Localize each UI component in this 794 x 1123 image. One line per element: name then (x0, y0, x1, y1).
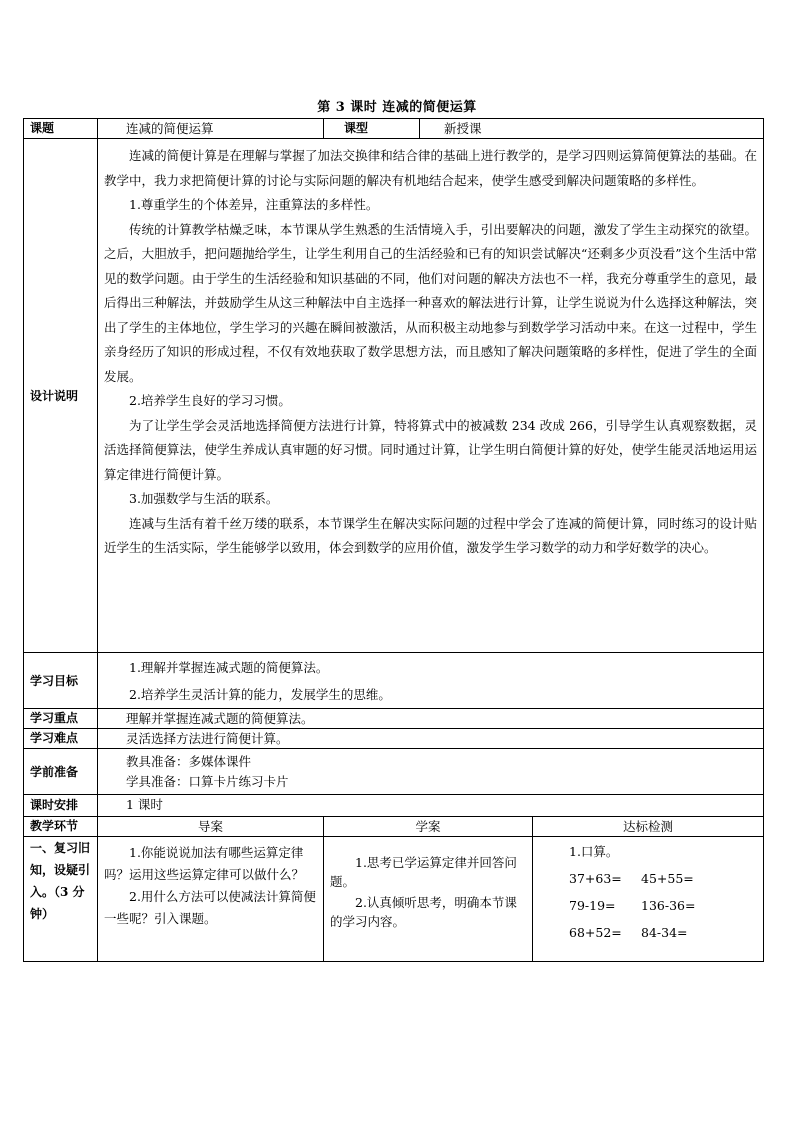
section1-label: 一、复习旧知，设疑引入。（3 分钟） (24, 837, 98, 962)
lesson-type-label: 课型 (324, 119, 420, 139)
check-problem: 37+63= (569, 871, 622, 886)
design-paragraph: 传统的计算教学枯燥乏味，本节课从学生熟悉的生活情境入手，引出要解决的问题，激发了学生主动探究的欲望。之后，大胆放手，把问题抛给学生，让学生利用自己的生活经验和已有的知识尝试解决“还剩多少页没看”这个生活中常见的数学问题。由于学生的生活经验和知识基础的不同，他们对问题的解决方法也不一样，我充分尊重学生的意见，最后得出三种解法，并鼓励学生从这三种解法中自主选择一种喜欢的解法进行计算，让学生说说为什么选择这种解法，突出了学生的主体地位，学生学习的兴趣在瞬间被激活，从而积极主动地参与到数学学习活动中来。在这一过程中，学生亲身经历了知识的形成过程，不仅有效地获取了数学思想方法，而且感知了解决问题策略的多样性，促进了学生的全面发展。 (104, 221, 758, 384)
study-item: 1.思考已学运算定律并回答问题。 (330, 855, 517, 889)
guide-column-header: 导案 (98, 817, 324, 837)
section1-study (324, 837, 533, 962)
section1-row (24, 837, 764, 962)
check-problem: 84-34= (641, 925, 688, 940)
prep-item: 学具准备：口算卡片练习卡片 (126, 774, 289, 789)
section1-guide (98, 837, 324, 962)
check-problem: 45+55= (641, 871, 694, 886)
guide-item: 2.用什么方法可以使减法计算简便一些呢？引入课题。 (104, 889, 316, 926)
prep-item: 教具准备：多媒体课件 (126, 754, 252, 769)
difficulty-row (24, 729, 764, 749)
schedule-value: 1 课时 (98, 795, 764, 817)
design-content (98, 139, 764, 653)
lesson-type-value: 新授课 (420, 119, 764, 139)
check-row (569, 892, 757, 919)
prep-label: 学前准备 (24, 749, 98, 795)
design-label: 设计说明 (24, 139, 98, 653)
design-row (24, 139, 764, 653)
topic-row (24, 119, 764, 139)
check-row (569, 919, 757, 946)
design-paragraph: 2.培养学生良好的学习习惯。 (129, 393, 291, 408)
prep-content (98, 749, 764, 795)
study-item: 2.认真倾听思考，明确本节课的学习内容。 (330, 895, 517, 929)
design-paragraph: 3.加强数学与生活的联系。 (129, 491, 279, 506)
design-paragraph: 1.尊重学生的个体差异，注重算法的多样性。 (129, 197, 379, 212)
check-problem: 79-19= (569, 898, 616, 913)
goal-item: 1.理解并掌握连减式题的简便算法。 (129, 660, 329, 675)
steps-label: 教学环节 (24, 817, 98, 837)
goals-row (24, 653, 764, 709)
design-paragraph: 连减与生活有着千丝万缕的联系，本节课学生在解决实际问题的过程中学会了连减的简便计算，同时练习的设计贴近学生的生活实际，学生能够学以致用，体会到数学的应用价值，激发学生学习数学的动力和学好数学的决心。 (104, 515, 758, 555)
check-problem: 68+52= (569, 925, 622, 940)
design-paragraph: 连减的简便计算是在理解与掌握了加法交换律和结合律的基础上进行教学的，是学习四则运算简便算法的基础。在教学中，我力求把简便计算的讨论与实际问题的解决有机地结合起来，使学生感受到解决问题策略的多样性。 (104, 148, 758, 188)
lesson-plan-table (23, 118, 764, 962)
guide-item: 1.你能说说加法有哪些运算定律吗？运用这些运算定律可以做什么？ (104, 845, 305, 882)
topic-value: 连减的简便运算 (98, 119, 324, 139)
check-column-header: 达标检测 (533, 817, 764, 837)
goals-content (98, 653, 764, 709)
steps-header-row (24, 817, 764, 837)
schedule-label: 课时安排 (24, 795, 98, 817)
prep-row (24, 749, 764, 795)
study-column-header: 学案 (324, 817, 533, 837)
goal-item: 2.培养学生灵活计算的能力，发展学生的思维。 (129, 687, 391, 702)
check-row (569, 865, 757, 892)
design-paragraph: 为了让学生学会灵活地选择简便方法进行计算，特将算式中的被减数 234 改成 266，引导学生认真观察数据，灵活选择简便算法，使学生养成认真审题的好习惯。同时通过计算，让学生明白简便计算的好处，使学生能灵活地运用运算定律进行简便计算。 (104, 417, 758, 482)
key-point-label: 学习重点 (24, 709, 98, 729)
difficulty-label: 学习难点 (24, 729, 98, 749)
difficulty-value: 灵活选择方法进行简便计算。 (98, 729, 764, 749)
document-title: 第 3 课时 连减的简便运算 (317, 100, 477, 115)
key-point-value: 理解并掌握连减式题的简便算法。 (98, 709, 764, 729)
section1-check (533, 837, 764, 962)
topic-label: 课题 (24, 119, 98, 139)
check-title: 1.口算。 (569, 844, 619, 859)
schedule-row (24, 795, 764, 817)
check-problem: 136-36= (641, 898, 696, 913)
key-point-row (24, 709, 764, 729)
goals-label: 学习目标 (24, 653, 98, 709)
